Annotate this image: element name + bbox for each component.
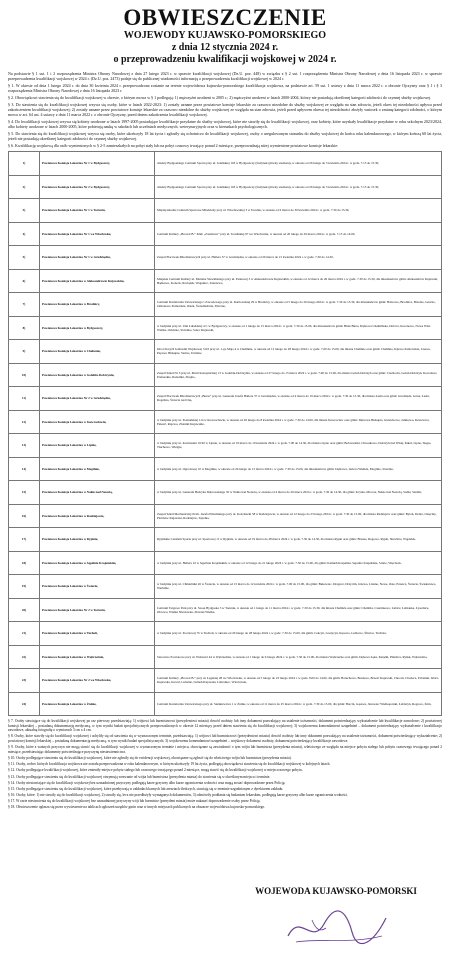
table-row bbox=[9, 269, 442, 293]
row-number: 13) bbox=[9, 434, 40, 458]
intro-paragraph: Na podstawie § 1 ust. 1 i 2 rozporządzenia Ministra Obrony Narodowej z dnia 27 lutego 2023 r. w sprawie kwalifikacji wojskowej (Dz.U. poz. 448) w związku z § 2 ust. 1 rozporządzenia Ministra Obrony Narodowej z dnia 16 listopada 2023 r. w sprawie przeprowadzenia kwalifikacji wojskowej w 2024 r. (Dz.U. poz. 2473) podaje się do publicznej wiadomości informację o przeprowadzeniu kwalifikacji wojskowej w 2024 r. bbox=[8, 71, 442, 81]
commission-name: Powiatowa Komisja Lekarska w Inowrocławiu, bbox=[40, 410, 155, 434]
handwritten-signature bbox=[282, 902, 392, 952]
closing-paragraph: § 8. Osoby, które stawiły się do kwalifikacji wojskowej i uchyliły się od stawienia się w wyznaczonym terminie, przedstawiają: 1) wójtowi lub burmistrzowi (prezydentowi miasta) dowód osobisty lub inny dokument pozwalający na ustalenie tożsamości, dokument potwierdzający wykształcenie; 2) powiatowej komisji lekarskiej – posiadaną dokumentację medyczną, w tym wyniki badań specjalistycznych; 3) wojskowemu komendantowi uzupełnień – wojskowy dokument osobisty, dokument potwierdzający kwalifikacje zawodowe. bbox=[8, 734, 442, 743]
commission-location: Zespół Placówek Młodzieżowych „Bursa” przy ul. Generała Józefa Hallera 37 w Grudziądzu, w okresie od 4 marca do 19 marca 2024 r. w godz. 7.30 do 15.30, dla miasta Łasin oraz gmin: Grudziądz, Gruta, Łasin, Rogóźno, Świecie nad Osą, bbox=[155, 387, 442, 411]
closing-paragraph: § 14. Osoby niestawiające się do kwalifikacji wojskowej bez uzasadnionej przyczyny podlegają karze grzywny albo karze ograniczenia wolności oraz mogą zostać doprowadzone przez Policję. bbox=[8, 780, 286, 785]
document-page bbox=[8, 4, 442, 971]
commission-name: Powiatowa Komisja Lekarska Nr 1 w Bydgoszczy, bbox=[40, 152, 155, 176]
row-number: 24) bbox=[9, 692, 40, 716]
commission-location: w budynku przy ul. Hallera 10 w Sępólnie Krajeńskim, w okresie od 12 lutego do 21 lutego 2024 r. w godz. 7.30 do 15.00, dla gmin: Kamień Krajeński, Sępólno Krajeńskie, Sośno, Więcbork, bbox=[155, 551, 442, 575]
table-row bbox=[9, 575, 442, 599]
closing-paragraph: § 11. Osoby, wobec których kwalifikacja wojskowa nie została przeprowadzona w roku kalendarzowym, w którym ukończyły 19 lat życia, podlegają obowiązkowi stawienia się do kwalifikacji wojskowej w kolejnych latach. bbox=[8, 762, 331, 767]
commission-location: w budynku przy ul. Poznańskiej 114 w Inowrocławiu, w okresie od 26 lutego do 8 kwietnia 2024 r. w godz. 7.30 do 14.00, dla miasta Inowrocław oraz gmin: Dąbrowa Biskupia, Gniewkowo, Janikowo, Kruszwica, Pakość, Rojewo, Złotniki Kujawskie, bbox=[155, 410, 442, 434]
commission-location: Centrum Targowe Park przy ul. Szosa Bydgoska 3 w Toruniu, w okresie od 1 lutego do 11 marca 2024 r. w godz. 7.30 do 15.30, dla miasta Chełmża oraz gmin: Chełmża, Czernikowo, Lubicz, Łubianka, Łysomice, Obrowo, Wielka Nieszawka, Zławieś Wielka, bbox=[155, 598, 442, 622]
commission-location: Zespół Szkół Mechanicznych im. Józefa Piłsudskiego przy ul. Kościuszki 58 w Radziejowie, w okresie od 12 lutego do 23 lutego 2024 r. w godz. 7.30 do 15.00, dla miasta Radziejów oraz gmin: Bytoń, Dobre, Osięciny, Piotrków Kujawski, Radziejów, Topólka, bbox=[155, 504, 442, 528]
row-number: 4) bbox=[9, 222, 40, 246]
commission-name: Powiatowa Komisja Lekarska w Tucholi, bbox=[40, 622, 155, 646]
paragraph: § 1. W okresie od dnia 1 lutego 2024 r. do dnia 30 kwietnia 2024 r. przeprowadzona zostanie na terenie województwa kujawsko-pomorskiego kwalifikacja wojskowa, na podstawie art. 59 ust. 1 ustawy z dnia 11 marca 2022 r. o obronie Ojczyzny oraz § 1 i § 3 rozporządzenia Ministra Obrony Narodowej z dnia 16 listopada 2023 r. bbox=[8, 83, 442, 93]
closing-paragraph: § 18. Obwieszczenie ogłasza się przez wywieszenie na tablicach ogłoszeń urzędów gmin oraz w innych miejscach publicznych na obszarze województwa kujawsko-pomorskiego. bbox=[8, 805, 266, 810]
commission-location: Centrum Kultury „Browar B.” Klub „Zazamcze” przy ul. Toruńskiej 97 we Włocławku, w okresie od 26 lutego do 29 marca 2024 r. w godz. 7.15 do 14.00, bbox=[155, 222, 442, 246]
commission-location: w budynku przy ul. Ogrodowej 10 w Mogilnie, w okresie od 26 lutego do 15 marca 2024 r. w godz. 7.30 do 15.00, dla mieszkańców gmin: Dąbrowa, Jeziora Wielkie, Mogilno, Strzelno, bbox=[155, 457, 442, 481]
commission-name: Powiatowa Komisja Lekarska w Lipnie, bbox=[40, 434, 155, 458]
closing-paragraph: § 17. W razie niestawienia się do kwalifikacji wojskowej bez uzasadnionej przyczyny wójt lub burmistrz (prezydent miasta) może nakazać doprowadzenie osoby przez Policję. bbox=[8, 799, 261, 804]
commission-location: Międzyszkolne Centrum Sportowe Młodzieży przy ul. Włocławskiej 3 w Toruniu, w okresie od 6 marca do 30 kwietnia 2024 r. w godz. 7.30 do 15.30, bbox=[155, 199, 442, 223]
row-number: 22) bbox=[9, 645, 40, 669]
commission-name: Powiatowa Komisja Lekarska w Chełmnie, bbox=[40, 340, 155, 364]
commission-name: Powiatowa Komisja Lekarska w Brodnicy, bbox=[40, 293, 155, 317]
table-row bbox=[9, 481, 442, 505]
row-number: 3) bbox=[9, 199, 40, 223]
commission-location: Centrum Kultury „Browar B.” przy ul. Łęgskiej 28 we Włocławku, w okresie od 5 lutego do 23 lutego 2024 r. w godz. 8.00 do 14.00, dla gmin: Baruchowo, Boniewo, Brześć Kujawski, Choceń, Chodecz, Fabianki, Izbica Kujawska, Kowal, Lubanie, Lubień Kujawski, Lubraniec, Włocławek, bbox=[155, 669, 442, 693]
paragraph: § 4. Do kwalifikacji wojskowej wzywa się kobiety urodzone w latach 1997-2005 posiadające kwalifikacje przydatne do służby wojskowej, które nie stawiły się do kwalifikacji wojskowej, oraz kobiety, które uzyskały kwalifikacje przydatne w roku szkolnym 2023/2024, albo kobiety urodzone w latach 2000-2005, które pobierają naukę w szkołach lub uczelniach medycznych, weterynaryjnych oraz w kierunkach psychologicznych. bbox=[8, 119, 442, 129]
table-row bbox=[9, 222, 442, 246]
commission-location: Centrum Kształcenia Ustawicznego przy ul. Sienkiewicza 1 w Żninie, w okresie od 11 marca do 25 marca 2024 r. w godz. 7.30 do 15.00, dla gmin: Barcin, Gąsawa, Janowiec Wielkopolski, Łabiszyn, Rogowo, Żnin, bbox=[155, 692, 442, 716]
closing-paragraph: § 10. Osoby podlegające stawieniu się do kwalifikacji wojskowej, które nie zgłosiły się do ewidencji wojskowej, obowiązane są zgłosić się do właściwego wójta lub burmistrza (prezydenta miasta). bbox=[8, 755, 292, 760]
commission-location: Izba Chorych Jednostki Wojskowej 3116 przy ul. 1-go Maja 4 w Chełmnie, w okresie od 12 lutego do 28 lutego 2024 r. w godz. 7.00 do 15.00, dla miasta Chełmno oraz gmin: Chełmno, Kijewo Królewskie, Lisewo, Papowo Biskupie, Stolno, Unisław, bbox=[155, 340, 442, 364]
commission-location: Rypińskie Centrum Sportu przy ul. Sportowej 11 w Rypinie, w okresie od 19 marca do 28 marca 2024 r. w godz. 7.30 do 14.30, dla miasta Rypin oraz gmin: Brzuze, Rogowo, Rypin, Skrwilno, Wąpielsk, bbox=[155, 528, 442, 552]
paragraph: § 5. Do stawienia się do kwalifikacji wojskowej wzywa się osoby, które ukończyły 18 lat życia i zgłosiły się ochotniczo do kwalifikacji wojskowej, osoby o uregulowanym stosunku do służby wojskowej do końca roku kalendarzowego, w którym kończą 60 lat życia, jeżeli nie posiadają określonej kategorii zdolności do czynnej służby wojskowej. bbox=[8, 131, 442, 141]
row-number: 8) bbox=[9, 316, 40, 340]
table-row bbox=[9, 645, 442, 669]
commission-name: Powiatowa Komisja Lekarska w Sępólnie Krajeńskim, bbox=[40, 551, 155, 575]
row-number: 23) bbox=[9, 669, 40, 693]
signatory-title: WOJEWODA KUJAWSKO-POMORSKI bbox=[255, 886, 417, 896]
commission-name: Powiatowa Komisja Lekarska w Radziejowie, bbox=[40, 504, 155, 528]
row-number: 6) bbox=[9, 269, 40, 293]
table-row bbox=[9, 340, 442, 364]
table-row bbox=[9, 316, 442, 340]
closing-paragraph: § 16. Osoby, które: 1) nie stawiły się do kwalifikacji wojskowej, 2) stawiły się, lecz nie przedłożyły wymaganych dokumentów, 3) odmówiły poddania się badaniom lekarskim, podlegają karze grzywny albo karze ograniczenia wolności. bbox=[8, 793, 349, 798]
commission-name: Powiatowa Komisja Lekarska Nr 2 w Toruniu, bbox=[40, 598, 155, 622]
commission-location: obiekty Bydgoskiego Centrum Sportu przy ul. Gdańskiej 163 w Bydgoszczy (budynek główny stadionu), w okresie od 26 lutego do 5 kwietnia 2024 r. w godz. 7.15 do 15.30, bbox=[155, 152, 442, 176]
table-row bbox=[9, 434, 442, 458]
table-row bbox=[9, 152, 442, 176]
commission-name: Powiatowa Komisja Lekarska Nr 1 w Grudziądzu, bbox=[40, 246, 155, 270]
commission-name: Powiatowa Komisja Lekarska Nr 1 w Toruniu, bbox=[40, 199, 155, 223]
commission-location: obiekty Bydgoskiego Centrum Sportu przy ul. Gdańskiej 163 w Bydgoszczy (budynek główny stadionu), w okresie od 26 lutego do 5 kwietnia 2024 r. w godz. 7.15 do 15.30, bbox=[155, 175, 442, 199]
closing-paragraph: § 9. Osoby, które z ważnych przyczyn nie mogą stawić się do kwalifikacji wojskowej w wyznaczonym terminie i miejscu, obowiązane są zawiadomić o tym wójta lub burmistrza (prezydenta miasta), właściwego ze względu na miejsce pobytu stałego lub pobytu czasowego trwającego ponad 2 miesiące, przedstawiając dokumenty potwierdzające przyczynę niestawiennictwa. bbox=[8, 745, 442, 754]
commission-name: Powiatowa Komisja Lekarska w Żninie, bbox=[40, 692, 155, 716]
table-row bbox=[9, 199, 442, 223]
closing-paragraph: § 7. Osoby stawiające się do kwalifikacji wojskowej po raz pierwszy przedstawiają: 1) wójtowi lub burmistrzowi (prezydentowi miasta) dowód osobisty lub inny dokument pozwalający na ustalenie tożsamości, dokument potwierdzający wykształcenie lub kwalifikacje zawodowe; 2) powiatowej komisji lekarskiej – posiadaną dokumentację medyczną, w tym wyniki badań specjalistycznych przeprowadzonych w okresie 12 miesięcy przed dniem stawienia się do kwalifikacji wojskowej; 3) wojskowemu komendantowi uzupełnień – dokument potwierdzający wykształcenie i kwalifikacje zawodowe, aktualną fotografię o wymiarach 3 cm x 4 cm. bbox=[8, 719, 442, 733]
row-number: 18) bbox=[9, 551, 40, 575]
table-row bbox=[9, 387, 442, 411]
paragraph: § 2. Obowiązkowi stawienia się do kwalifikacji wojskowej w okresie, o którym mowa w § 1 podlegają: 1) mężczyźni urodzeni w 2005 r.; 2) mężczyźni urodzeni w latach 2000-2004, którzy nie posiadają określonej kategorii zdolności do czynnej służby wojskowej. bbox=[8, 95, 432, 100]
table-row bbox=[9, 692, 442, 716]
commission-location: Starostwo Powiatowe przy ul. Wolności 44 w Wąbrzeźnie, w okresie od 1 lutego do 9 lutego 2024 r. w godz. 7.30 do 15.00, dla miasta Wąbrzeźno oraz gmin: Dębowa Łąka, Książki, Płużnica, Ryńsk, Wąbrzeźno, bbox=[155, 645, 442, 669]
row-number: 9) bbox=[9, 340, 40, 364]
commission-location: w budynku przy ul. Pocztowej 7b w Tucholi, w okresie od 20 lutego do 28 lutego 2024 r. w godz. 7.30 do 15.00, dla gmin: Cekcyn, Gostycyn, Kęsowo, Lubiewo, Śliwice, Tuchola, bbox=[155, 622, 442, 646]
commission-location: w budynku przy ul. Ułał Lubelskiej 4 C w Bydgoszczy, w okresie od 1 lutego do 15 marca 2024 r. w godz. 7.30 do 15.00, dla mieszkańców gmin: Białe Błota, Dąbrowa Chełmińska, Dobrcz, Koronowo, Nowa Wieś Wielka, Osielsko, Sicienko, Solec Kujawski, bbox=[155, 316, 442, 340]
closing-paragraph: § 13. Osoby podlegające stawieniu się do kwalifikacji wojskowej otrzymują wezwanie od wójta lub burmistrza (prezydenta miasta) do stawienia się w określonym miejscu i terminie. bbox=[8, 774, 271, 779]
commission-location: w budynku przy ul. Kościuszki 10/20 w Lipnie, w okresie od 19 marca do 10 kwietnia 2024 r. w godz. 7.00 do 14.30, dla miasta Lipno oraz gmin: Bobrowniki, Chrostkowo, Dobrzyń nad Wisłą, Kikół, Lipno, Skępe, Tłuchowo, Wielgie, bbox=[155, 434, 442, 458]
row-number: 17) bbox=[9, 528, 40, 552]
issuer-line: WOJEWODY KUJAWSKO-POMORSKIEGO bbox=[123, 30, 327, 41]
commission-name: Powiatowa Komisja Lekarska w Wąbrzeźnie, bbox=[40, 645, 155, 669]
commission-location: Zespół Szkół Nr 3 przy ul. Marii Konopnickiej 13 w Golubiu-Dobrzyniu, w okresie od 27 lutego do 13 marca 2024 r. w godz. 7.00 do 15.00, dla miasta Golub-Dobrzyń oraz gmin: Ciechocin, Golub-Dobrzyń, Kowalewo Pomorskie, Radomin, Zbójno, bbox=[155, 363, 442, 387]
table-row bbox=[9, 175, 442, 199]
closing-paragraphs bbox=[8, 719, 442, 810]
commission-name: Powiatowa Komisja Lekarska w Nakle nad Notecią, bbox=[40, 481, 155, 505]
commission-name: Powiatowa Komisja Lekarska w Aleksandrowie Kujawskim, bbox=[40, 269, 155, 293]
row-number: 14) bbox=[9, 457, 40, 481]
table-row bbox=[9, 504, 442, 528]
row-number: 21) bbox=[9, 622, 40, 646]
row-number: 12) bbox=[9, 410, 40, 434]
row-number: 10) bbox=[9, 363, 40, 387]
commission-location: Miejskie Centrum Kultury ul. Mariana Słowińskiego przy ul. Parkowej 3 w Aleksandrowie Kujawskim, w okresie od 12 marca do 26 marca 2024 r. w godz. 7.30 do 15.30, dla mieszkańców gmin: Aleksandrów Kujawski, Bądkowo, Koneck, Raciążek, Waganiec, Zakrzewo, bbox=[155, 269, 442, 293]
closing-paragraph: § 15. Osoby podlegające stawieniu się do kwalifikacji wojskowej, które przebywają w zakładach karnych lub aresztach śledczych, stawiają się w terminie uzgodnionym z dyrektorem zakładu. bbox=[8, 786, 284, 791]
document-title: OBWIESZCZENIE bbox=[123, 5, 327, 30]
commission-name: Powiatowa Komisja Lekarska w Świeciu, bbox=[40, 575, 155, 599]
row-number: 16) bbox=[9, 504, 40, 528]
row-number: 2) bbox=[9, 175, 40, 199]
table-row bbox=[9, 363, 442, 387]
table-row bbox=[9, 528, 442, 552]
table-row bbox=[9, 598, 442, 622]
row-number: 7) bbox=[9, 293, 40, 317]
table-row bbox=[9, 551, 442, 575]
paragraph: § 6. Kwalifikację wojskową dla osób wymienionych w § 2-5 zamieszkałych na pobyt stały lub na pobyt czasowy trwający ponad 2 miesiące, przeprowadzają niżej wymienione powiatowe komisje lekarskie: bbox=[8, 143, 339, 148]
row-number: 5) bbox=[9, 246, 40, 270]
table-row bbox=[9, 669, 442, 693]
commission-location: Centrum Kształcenia Ustawicznego i Zawodowego przy ul. Karbowskiej 29 w Brodnicy, w okresie od 5 lutego do 26 lutego 2024 r. w godz. 7.30 do 15.30, dla mieszkańców gmin: Bobrowo, Brodnica, Brzozie, Górzno, Jabłonowo Pomorskie, Osiek, Świedziebnia, Zbiczno, bbox=[155, 293, 442, 317]
paragraph: § 3. Do stawienia się do kwalifikacji wojskowej wzywa się osoby, które w latach 2022-2023: 1) zostały uznane przez powiatowe komisje lekarskie za czasowo niezdolne do służby wojskowej ze względu na stan zdrowia, jeżeli okres tej niezdolności upływa przed zakończeniem kwalifikacji wojskowej; 2) zostały uznane przez powiatowe komisje lekarskie za czasowo niezdolne do służby wojskowej ze względu na stan zdrowia, jeżeli przed upływem okresu tej niezdolności złożyły wniosek o zmianę kategorii zdolności, o którym mowa w art. 64 ust. 4 ustawy z dnia 11 marca 2022 r. o obronie Ojczyzny, przed dniem zakończenia kwalifikacji wojskowej. bbox=[8, 102, 442, 117]
commission-name: Powiatowa Komisja Lekarska Nr 1 we Włocławku, bbox=[40, 222, 155, 246]
commission-name: Powiatowa Komisja Lekarska w Rypinie, bbox=[40, 528, 155, 552]
commission-name: Powiatowa Komisja Lekarska w Bydgoszczy, bbox=[40, 316, 155, 340]
subject-line: o przeprowadzeniu kwalifikacji wojskowej w 2024 r. bbox=[113, 54, 337, 65]
table-row bbox=[9, 410, 442, 434]
table-row bbox=[9, 246, 442, 270]
row-number: 1) bbox=[9, 152, 40, 176]
row-number: 19) bbox=[9, 575, 40, 599]
table-row bbox=[9, 457, 442, 481]
table-row bbox=[9, 622, 442, 646]
row-number: 11) bbox=[9, 387, 40, 411]
commission-name: Powiatowa Komisja Lekarska Nr 2 w Bydgoszczy, bbox=[40, 175, 155, 199]
date-line: z dnia 12 stycznia 2024 r. bbox=[171, 42, 279, 53]
commissions-table bbox=[8, 151, 442, 716]
row-number: 20) bbox=[9, 598, 40, 622]
signature-block bbox=[236, 886, 436, 897]
row-number: 15) bbox=[9, 481, 40, 505]
paragraphs-block bbox=[8, 83, 442, 148]
commission-location: Zespół Placówek Młodzieżowych przy ul. Hallera 37 w Grudziądzu, w okresie od 20 marca do 15 kwietnia 2024 r. w godz. 7.30 do 14.30, bbox=[155, 246, 442, 270]
commission-name: Powiatowa Komisja Lekarska w Mogilnie, bbox=[40, 457, 155, 481]
commission-location: w budynku przy ul. Chmielniki 26 w Świeciu, w okresie od 15 marca do 12 kwietnia 2024 r. w godz. 7.00 do 15.00, dla gmin: Bukowiec, Dragacz, Drzycim, Jeżewo, Lniano, Nowe, Osie, Pruszcz, Świecie, Świekatowo, Warlubie, bbox=[155, 575, 442, 599]
table-row bbox=[9, 293, 442, 317]
commission-name: Powiatowa Komisja Lekarska Nr 2 we Włocławku, bbox=[40, 669, 155, 693]
closing-paragraph: § 12. Osoby podlegające kwalifikacji wojskowej, które zmieniły miejsce pobytu stałego lub czasowego trwającego ponad 2 miesiące, mogą stawić się do kwalifikacji wojskowej w miejscu nowego pobytu. bbox=[8, 768, 303, 773]
commission-location: w budynku przy ul. Generała Henryka Dąbrowskiego 50 w Nakle nad Notecią, w okresie od 4 marca do 26 marca 2024 r. w godz. 7.30 do 14.30, dla gmin: Kcynia, Mrocza, Nakło nad Notecią, Sadki, Szubin, bbox=[155, 481, 442, 505]
commission-name: Powiatowa Komisja Lekarska Nr 2 w Grudziądzu, bbox=[40, 387, 155, 411]
commission-name: Powiatowa Komisja Lekarska w Golubiu-Dobrzyniu, bbox=[40, 363, 155, 387]
